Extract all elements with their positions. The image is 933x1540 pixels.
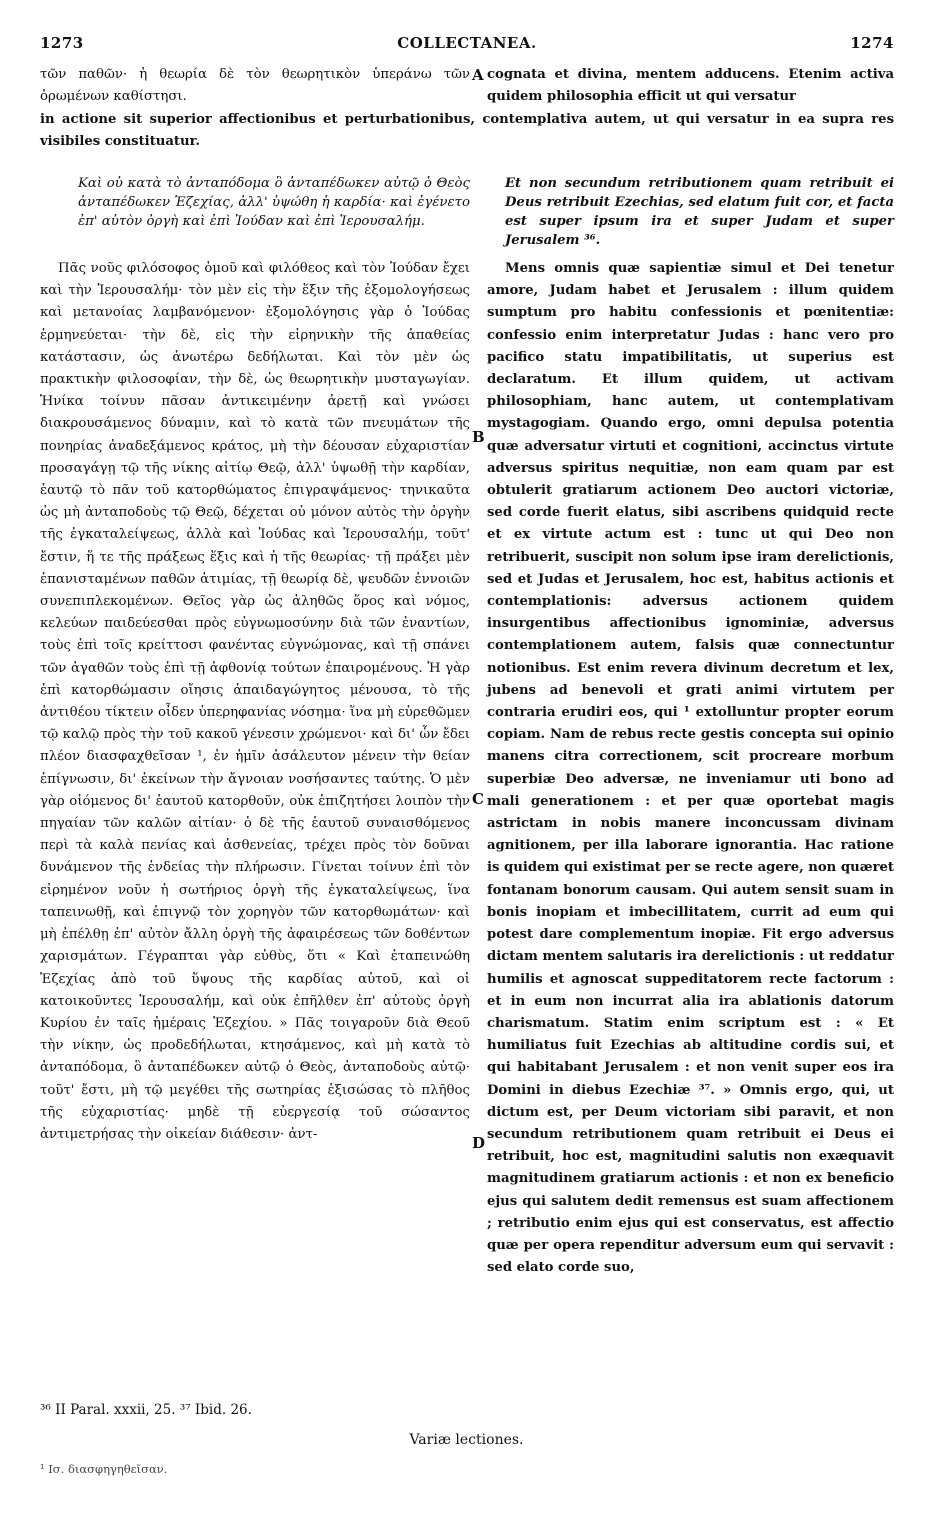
variae-lectiones-heading: Variæ lectiones. xyxy=(409,1432,524,1448)
running-title: COLLECTANEA. xyxy=(397,34,537,52)
body-latin-column: Mens omnis quæ sapientiæ simul et Dei tenetur amore, Judam habet et Jerusalem : illum quidem sumptum pro habitu confessionis et pœnitentiæ: confessio enim interpretatur Judas : hanc vero pro pacifico statu impatibilitatis, ut superius est declaratum. Et illum quidem, ut activam philosophiam, hanc autem, ut contemplativam mystagogiam. Quando ergo, omni depulsa potentia quæ adversatur virtuti et cognitioni, accinctus virtute adversus spiritus nequitiæ, non eam quam par est obtulerit gratiarum actionem Deo auctori victoriæ, sed corde fuerit elatus, sibi ascribens quidquid recte et ex virtute actum est : tunc ut qui Deo non retribuerit, suscipit non solum ipse iram derelictionis, sed et Judas et Jerusalem, hoc est, habitus actionis et contemplationis: adversus actionem quidem insurgentibus affectionibus ignominiæ, adversus contemplationem autem, falsis quæ connectuntur notionibus. Est enim revera divinum decretum et lex, jubens ad benevoli et grati animi virtutem per contraria erudiri eos, qui ¹ extolluntur propter eorum copiam. Nam de rebus recte gestis concepta sui opinio manens citra correctionem, scit procreare morbum superbiæ Deo adversæ, ne inveniamur uti bono ad mali generationem : et per quæ oportebat magis astrictam in nobis manere inconcussam divinam agnitionem, per illa laborare ignorantia. Hac ratione is quidem qui existimat per se recte agere, non quæret fontanam bonorum causam. Qui autem sensit suam in bonis inopiam et imbecillitatem, currit ad eum qui potest dare complementum inopiæ. Fit ergo adversus dictam mentem salutaris ira derelictionis : ut reddatur humilis et agnoscat suppeditatorem recte factorum : et in eum non incurrat alia ira ablationis datorum charismatum. Statim enim scriptum est : « Et humiliatus fuit Ezechias ab altitudine cordis sui, et qui habitabant Jerusalem : et non venit super eos ira Domini in diebus Ezechiæ ³⁷. » Omnis ergo, qui, ut dictum est, per Deum victoriam sibi paravit, et non secundum retributionem quam retribuit ei Deus ei retribuit, hoc est, magnitudini salutis non exæquavit magnitudinem gratiarum actionis : et non ex beneficio ejus qui salutem dedit remensus est suam affectionem ; retributio enim ejus qui est conservatus, est affectio quæ per opera rependitur adversum eum qui servavit : sed elato corde suo, xyxy=(487,261,894,1276)
intro-latin-text: cognata et divina, mentem adducens. Etenim activa quidem philosophia efficit ut qui versatur xyxy=(487,67,894,105)
footnotes: ³⁶ II Paral. xxxii, 25. ³⁷ Ibid. 26. xyxy=(40,1402,252,1418)
body-greek-column: Πᾶς νοῦς φιλόσοφος ὁμοῦ καὶ φιλόθεος καὶ τὸν Ἰούδαν ἔχει καὶ τὴν Ἱερουσαλήμ· τὸν μὲν εἰς τὴν ἕξιν τῆς ἐξομολογήσεως καὶ μετανοίας λαμβανόμενον· ἐξομολόγησις γὰρ ὁ Ἰούδας ἑρμηνεύεται· τὴν δὲ, εἰς τὴν εἰρηνικὴν τῆς ἀπαθείας κατάστασιν, ὡς ἀνωτέρω δεδήλωται. Καὶ τὸν μὲν ὡς πρακτικὴν φιλοσοφίαν, τὴν δὲ, ὡς θεωρητικὴν μυσταγωγίαν. Ἡνίκα τοίνυν πᾶσαν ἀντικειμένην ἀρετῇ καὶ γνώσει διακρουσάμενος δύναμιν, καὶ τὸ κατὰ τῶν πνευμάτων τῆς πονηρίας ἀναδεξάμενος κράτος, μὴ τὴν δέουσαν εὐχαριστίαν προσαγάγῃ τῷ τῆς νίκης αἰτίῳ Θεῷ, ἀλλ' ὑψωθῇ τὴν καρδίαν, ἑαυτῷ τὸ πᾶν τοῦ κατορθώματος ἐπιγραψάμενος· τηνικαῦτα ὡς μὴ ἀνταποδοὺς τῷ Θεῷ, δέχεται οὐ μόνον αὐτὸς τὴν ὀργὴν τῆς ἐγκαταλείψεως, ἀλλὰ καὶ Ἰούδας καὶ Ἱερουσαλήμ, τοῦτ' ἔστιν, ἥ τε τῆς πράξεως ἕξις καὶ ἡ τῆς θεωρίας· τῇ πράξει μὲν ἐπανισταμένων παθῶν ἀτιμίας, τῇ θεωρίᾳ δὲ, ψευδῶν ἐννοιῶν συνεπιπλεκομένων. Θεῖος γὰρ ὡς ἀληθῶς ὅρος καὶ νόμος, κελεύων παιδεύεσθαι πρὸς εὐγνωμοσύνην διὰ τῶν ἐναντίων, τοὺς ἐπὶ τοῖς κρείττοσι φανέντας εὐγνώμονας, καὶ τῇ σπάνει τῶν ἀγαθῶν τοὺς ἐπὶ τῇ ἀφθονίᾳ τούτων ἐπαιρομένους. Ἡ γὰρ ἐπὶ κατορθώμασιν οἴησις ἀπαιδαγώγητος μένουσα, τὸ τῆς ἀντιθέου τίκτειν οἶδεν ὑπερηφανίας νόσημα· ἵνα μὴ εὑρεθῶμεν τῷ καλῷ πρὸς τὴν τοῦ κακοῦ γένεσιν χρώμενοι· καὶ δι' ὧν ἔδει πλέον διασφαχθεῖσαν ¹, ἐν ἡμῖν ἀσάλευτον μένειν τὴν θείαν ἐπίγνωσιν, δι' ἐκείνων τὴν ἄγνοιαν νοσήσαντες ταύτης. Ὁ μὲν γὰρ οἰόμενος δι' ἑαυτοῦ κατορθοῦν, οὐκ ἐπιζητήσει λοιπὸν τὴν πηγαίαν τῶν καλῶν αἰτίαν· ὁ δὲ τῆς ἑαυτοῦ συναισθόμενος περὶ τὰ καλὰ πενίας καὶ ἀσθενείας, τρέχει πρὸς τὸν δοῦναι δυνάμενον τῆς ἐνδείας τὴν πλήρωσιν. Γίνεται τοίνυν ἐπὶ τὸν εἰρημένον νοῦν ἡ σωτήριος ὀργὴ τῆς ἐγκαταλείψεως, ἵνα ταπεινωθῇ, καὶ ἐπιγνῷ τὸν χορηγὸν τῶν κατορθωμάτων· καὶ μὴ ἐπέλθῃ ἐπ' αὐτὸν ἄλλη ὀργὴ τῆς ἀφαιρέσεως τῶν δοθέντων χαρισμάτων. Γέγραπται γὰρ εὐθὺς, ὅτι « Καὶ ἐταπεινώθη Ἐζεχίας ἀπὸ τοῦ ὕψους τῆς καρδίας αὐτοῦ, καὶ οἱ κατοικοῦντες Ἱερουσαλήμ, καὶ οὐκ ἐπῆλθεν ἐπ' αὐτοὺς ὀργὴ Κυρίου ἐν ταῖς ἡμέραις Ἐζεχίου. » Πᾶς τοιγαροῦν διὰ Θεοῦ τὴν νίκην, ὡς προδεδήλωται, κτησάμενος, καὶ μὴ κατὰ τὸ ἀνταπόδομα, ὃ ἀνταπέδωκεν αὐτῷ ὁ Θεὸς, ἀνταποδοὺς αὐτῷ· τοῦτ' ἔστι, μὴ τῷ μεγέθει τῆς σωτηρίας ἐξισώσας τὸ πλῆθος τῆς εὐχαριστίας· μηδὲ τῇ εὐεργεσίᾳ τοῦ σώσαντος ἀντιμετρήσας τὴν οἰκείαν διάθεσιν· ἀντ- xyxy=(40,261,470,1142)
page-number-right: 1274 xyxy=(850,34,894,52)
margin-letter-c: C xyxy=(472,790,484,808)
variant-reading: ¹ Ισ. διασφηγηθεῖσαν. xyxy=(40,1462,168,1476)
lemma-latin: Et non secundum retributionem quam retribuit ei Deus retribuit Ezechias, sed elatum fuit cor, et facta est super ipsum ira et super Judam et super Jerusalem ³⁶. xyxy=(505,176,894,248)
margin-letter-b: B xyxy=(472,428,485,446)
margin-letter-d: D xyxy=(472,1134,486,1152)
page-number-left: 1273 xyxy=(40,34,84,52)
lemma-greek: Καὶ οὐ κατὰ τὸ ἀνταπόδομα ὃ ἀνταπέδωκεν αὐτῷ ὁ Θεὸς ἀνταπέδωκεν Ἐζεχίας, ἀλλ' ὑψώθη ἡ καρδία· καὶ ἐγένετο ἐπ' αὐτὸν ὀργὴ καὶ ἐπὶ Ἰούδαν καὶ ἐπὶ Ἱερουσαλήμ. xyxy=(78,176,470,229)
intro-greek-text: τῶν παθῶν· ἡ θεωρία δὲ τὸν θεωρητικὸν ὑπεράνω τῶν ὁρωμένων καθίστησι. xyxy=(40,67,470,105)
running-header xyxy=(40,34,894,58)
intro-latin-continuation: in actione sit superior affectionibus et perturbationibus, contemplativa autem, ut qui versatur in ea supra res visibiles constituatur. xyxy=(40,112,894,150)
margin-letter-a: A xyxy=(472,66,484,84)
